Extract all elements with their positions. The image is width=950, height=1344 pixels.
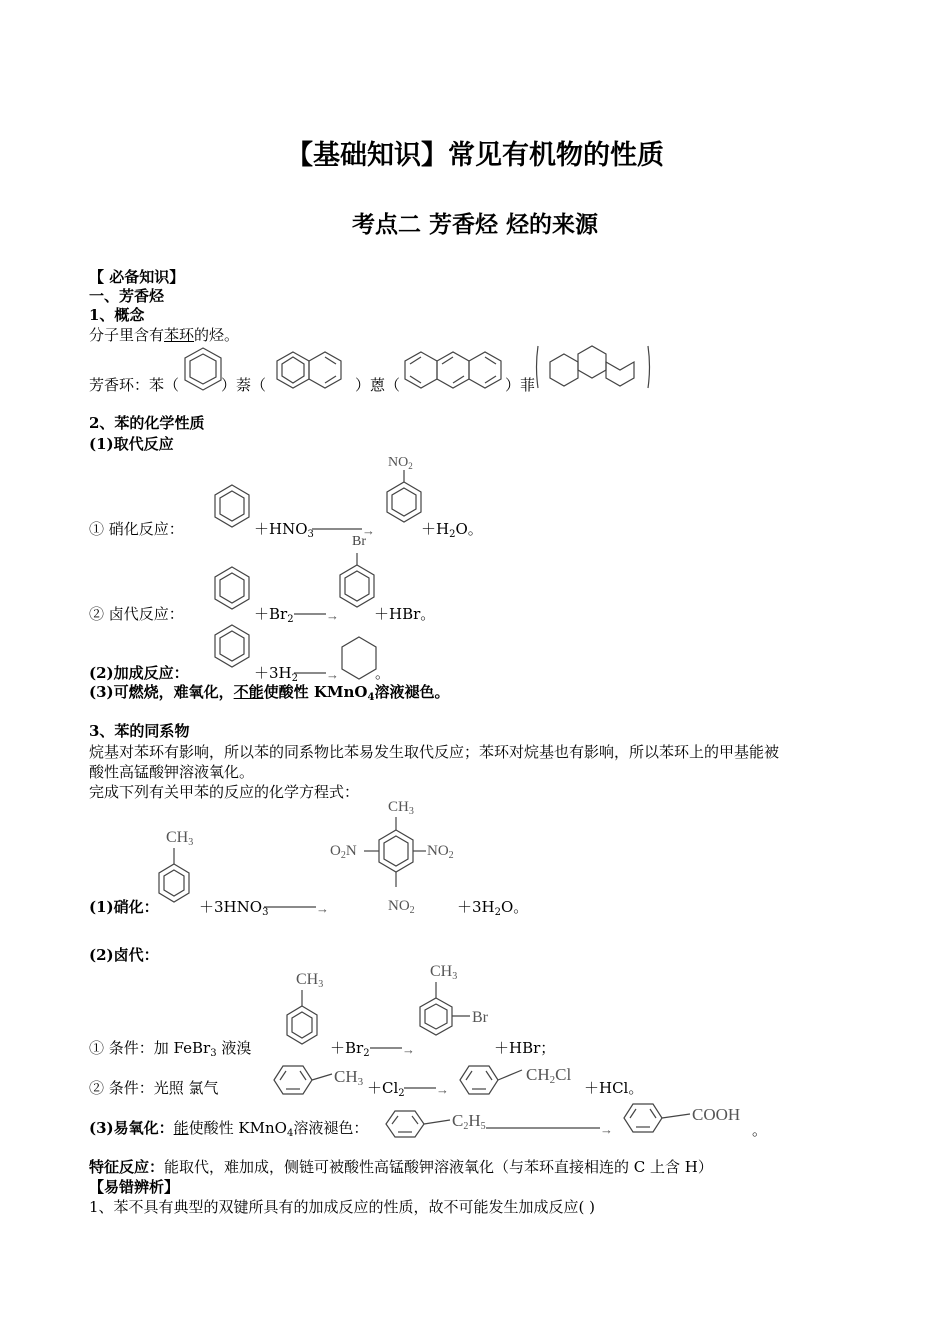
page-subtitle: 考点二 芳香烃 烃的来源 — [351, 212, 598, 238]
svg-text:Br: Br — [472, 1009, 488, 1026]
condition-2: ② 条件：光照 氯气 — [89, 1079, 219, 1097]
svg-text:→: → — [316, 901, 329, 916]
burn-text: (3)可燃烧，难氧化，不能使酸性 KMnO$_4$溶液褪色。 — [89, 683, 450, 703]
nitration-product: $+H_2O$。 — [421, 520, 483, 540]
toluene-nitration-product: $+3H_2O$。 — [457, 898, 529, 918]
ring-close-2: ）蒽（ — [355, 376, 401, 394]
addition-reagent: $+3H_2$ — [254, 664, 298, 684]
cl-product: ＋HCl。 — [584, 1079, 644, 1097]
br-label: Br — [352, 534, 366, 549]
svg-text:→: → — [362, 523, 375, 538]
halo-label: ② 卤代反应： — [89, 605, 184, 623]
page-title: 【基础知识】常见有机物的性质 — [286, 140, 664, 171]
svg-text:→: → — [326, 608, 339, 623]
halo-product: ＋HBr。 — [374, 605, 436, 623]
ring-label: 芳香环：苯（ — [89, 376, 180, 394]
addition-end: 。 — [375, 664, 391, 682]
reaction-arrow — [294, 610, 344, 622]
anthracene-structure — [404, 350, 504, 390]
benzyl-chloride-structure — [452, 1058, 592, 1098]
oxidation-end: 。 — [752, 1121, 768, 1139]
toluene-halo-label: (2)卤代： — [89, 946, 159, 964]
reaction-arrow — [264, 903, 334, 915]
error-item-1: 1、苯不具有典型的双键所具有的加成反应的性质，故不可能发生加成反应( ) — [89, 1198, 596, 1216]
bromotoluene-structure — [416, 960, 496, 1056]
toluene-br-reagent: $+Br_2$ — [330, 1039, 370, 1059]
svg-text:CH3: CH3 — [430, 963, 458, 982]
oxidation-text: (3)易氧化：能使酸性 KMnO$_4$溶液褪色： — [89, 1119, 369, 1139]
nitration-reagent: $+HNO_3$ — [254, 520, 314, 540]
reaction-arrow — [404, 1084, 454, 1096]
svg-text:→: → — [436, 1082, 449, 1097]
svg-text:NO2: $NO_2$ — [427, 843, 454, 861]
bromobenzene-structure — [339, 553, 379, 617]
svg-text:→: → — [402, 1042, 415, 1057]
concept-text: 分子里含有苯环的烃。 — [89, 326, 240, 344]
condition-1: ① 条件：加 FeBr$_3$ 液溴 — [89, 1039, 252, 1059]
nitration-label: ① 硝化反应： — [89, 520, 184, 538]
svg-text:CH3: CH3 — [334, 1067, 364, 1088]
heading-substitution: (1)取代反应 — [89, 435, 174, 453]
homolog-p3: 完成下列有关甲苯的反应的化学方程式： — [89, 783, 360, 801]
addition-label: (2)加成反应： — [89, 664, 189, 682]
svg-text:CH3: CH3 — [296, 971, 324, 990]
heading-benzene-chem: 2、苯的化学性质 — [89, 414, 205, 432]
heading-aromatic: 一、芳香烃 — [89, 287, 165, 305]
svg-text:O2N: $O_2N$ — [330, 843, 357, 861]
svg-text:COOH: COOH — [692, 1105, 741, 1124]
tnt-structure — [330, 797, 470, 917]
svg-text:→: → — [600, 1122, 613, 1137]
benzene-structure — [183, 346, 223, 394]
reaction-arrow — [294, 669, 344, 681]
svg-text:C2H5: C2H5 — [452, 1111, 486, 1132]
section-knowledge: 【 必备知识】 — [89, 268, 185, 286]
concept-underline: 苯环 — [164, 326, 195, 344]
heading-concept: 1、概念 — [89, 306, 145, 324]
cl-reagent: $+Cl_2$ — [367, 1079, 405, 1099]
reaction-arrow — [370, 1044, 420, 1056]
toluene-nitration-reagent: $+3HNO_3$ — [199, 898, 269, 918]
svg-text:NO2: $NO_2$ — [388, 898, 415, 916]
feature-text: 特征反应：能取代，难加成，侧链可被酸性高锰酸钾溶液氧化（与苯环直接相连的 C 上含 H） — [89, 1158, 713, 1176]
homolog-p1: 烷基对苯环有影响，所以苯的同系物比苯易发生取代反应；苯环对烷基也有影响，所以苯环上的甲基能被 — [89, 743, 780, 761]
reaction-arrow — [312, 525, 376, 537]
svg-text:→: → — [326, 667, 339, 682]
ethylbenzene-structure — [382, 1106, 492, 1142]
ring-close-1: ）萘（ — [221, 376, 267, 394]
heading-homologs: 3、苯的同系物 — [89, 722, 190, 740]
svg-text:NO2: $NO_2$ — [388, 455, 413, 471]
homolog-p2: 酸性高锰酸钾溶液氧化。 — [89, 763, 255, 781]
toluene-br-product: ＋HBr； — [494, 1039, 556, 1057]
toluene-horizontal-structure — [266, 1062, 370, 1098]
benzene-structure — [214, 566, 254, 616]
svg-text:CH2Cl: CH2Cl — [526, 1065, 572, 1086]
ring-close-3: ）菲 — [505, 376, 536, 394]
svg-text:CH3: $CH_3$ — [388, 799, 414, 817]
phenanthrene-structure — [534, 344, 652, 390]
error-analysis-heading: 【易错辨析】 — [89, 1178, 180, 1196]
benzene-structure — [214, 484, 254, 534]
benzoic-acid-structure — [620, 1100, 760, 1136]
svg-text:CH3: CH3 — [166, 829, 194, 848]
naphthalene-structure — [276, 350, 344, 390]
halo-reagent: $+Br_2$ — [254, 605, 294, 625]
benzene-structure — [214, 624, 254, 674]
toluene-nitration-label: (1)硝化： — [89, 898, 159, 916]
reaction-arrow — [486, 1124, 616, 1136]
